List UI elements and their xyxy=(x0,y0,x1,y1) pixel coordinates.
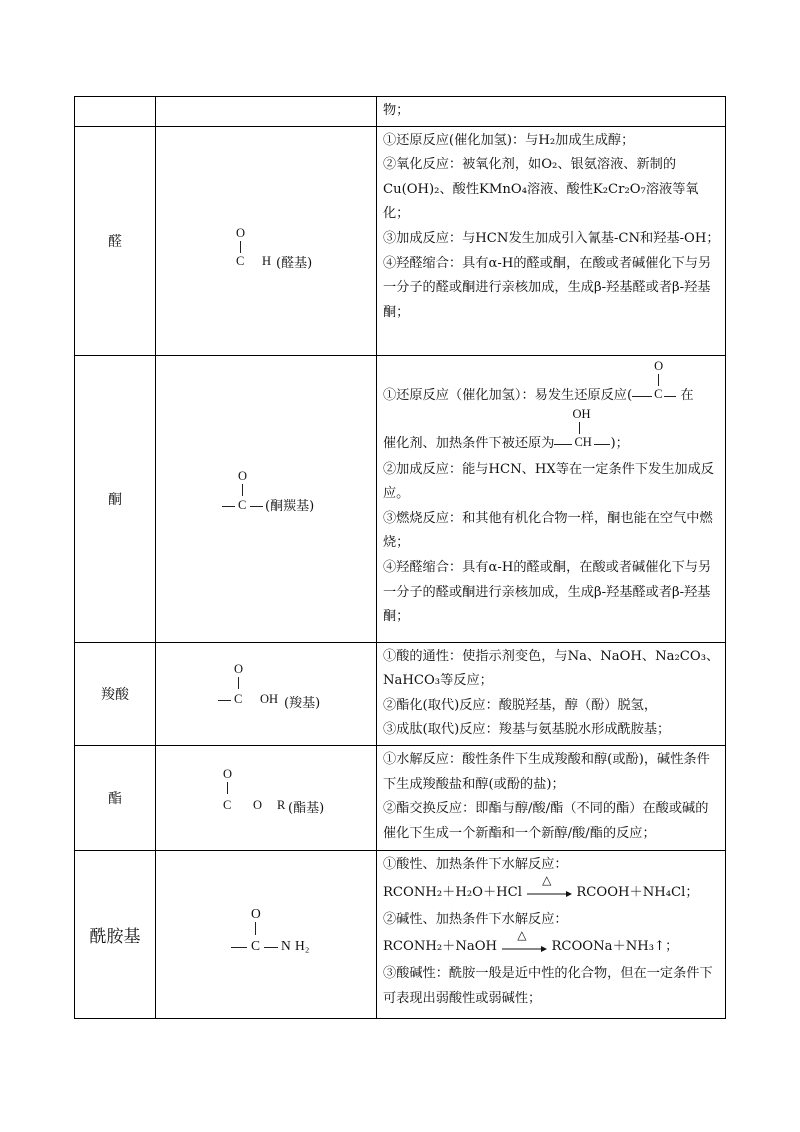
table-row xyxy=(75,745,726,850)
table-row xyxy=(75,97,726,127)
atom-label: N xyxy=(281,937,291,953)
atom-label: O xyxy=(223,766,233,781)
bond-line xyxy=(238,677,239,689)
reaction-line: ①还原反应(催化加氢)：与H₂加成生成醇； xyxy=(383,132,635,148)
structure-cell xyxy=(156,126,377,355)
structure-cell xyxy=(156,745,377,850)
arrow-icon xyxy=(526,883,572,901)
structure-cell xyxy=(156,97,377,127)
structure-label: (酮羰基) xyxy=(265,498,315,514)
reaction-text: 在 xyxy=(680,387,694,403)
bond-line xyxy=(218,700,231,701)
reaction-cell xyxy=(377,126,726,355)
bond-line xyxy=(632,396,652,397)
atom-label: C xyxy=(223,797,232,812)
group-name-cell: 酰胺基 xyxy=(75,850,156,1018)
structure-cell xyxy=(156,850,377,1018)
atom-label: O xyxy=(253,797,263,812)
equation-line xyxy=(383,927,721,962)
atom-label: C xyxy=(654,386,663,401)
reaction-line: ②氧化反应：被氧化剂，如O₂、银氨溶液、新制的Cu(OH)₂、酸性KMnO₄溶液、酸性K₂Cr₂O₇溶液等氧化； xyxy=(383,157,699,222)
bond-line xyxy=(594,444,610,445)
atom-label: CH xyxy=(574,434,592,449)
atom-label: O xyxy=(234,661,244,676)
group-name-cell xyxy=(75,97,156,127)
equation-left: RCONH₂＋H₂O＋HCl xyxy=(383,884,522,900)
group-name-cell: 羧酸 xyxy=(75,642,156,745)
reaction-line: ①水解反应：酸性条件下生成羧酸和醇(或酚)，碱性条件下生成羧酸盐和醇(或酚的盐)； xyxy=(383,751,710,792)
bond-line xyxy=(255,922,256,935)
atom-label: C xyxy=(236,253,245,268)
reaction-text: ①还原反应（催化加氢）：易发生还原反应( xyxy=(383,387,633,403)
bond-line xyxy=(240,241,241,253)
group-name-cell: 酮 xyxy=(75,355,156,642)
bond-line xyxy=(222,506,235,507)
equation-right: RCOONa＋NH₃↑； xyxy=(551,939,679,955)
table-row xyxy=(75,355,726,642)
atom-label: O xyxy=(236,225,246,240)
heat-symbol: △ xyxy=(542,873,552,888)
reaction-line: ③酸碱性：酰胺一般是近中性的化合物，但在一定条件下可表现出弱酸性或弱碱性； xyxy=(383,966,713,1006)
structure-cell xyxy=(156,642,377,745)
inline-alcohol xyxy=(554,406,610,454)
heat-symbol: △ xyxy=(517,927,527,942)
table-row xyxy=(75,126,726,355)
reaction-line: ②酯交换反应：即酯与醇/酸/酯（不同的酯）在酸或碱的催化下生成一个新酯和一个新醇/酸/酯的反应； xyxy=(383,801,709,841)
bond-line xyxy=(579,422,580,434)
ketone-structure xyxy=(222,470,372,520)
table-row xyxy=(75,642,726,745)
reaction-cell xyxy=(377,850,726,1018)
structure-label: (醛基) xyxy=(276,255,313,271)
reaction-line: ③成肽(取代)反应：羧基与氨基脱水形成酰胺基； xyxy=(383,722,671,738)
aldehyde-structure xyxy=(236,227,376,277)
reaction-line: ③燃烧反应：和其他有机化合物一样，酮也能在空气中燃烧； xyxy=(383,510,713,551)
reaction-line: ①酸性、加热条件下水解反应： xyxy=(383,856,568,872)
reaction-line: ①酸的通性：使指示剂变色，与Na、NaOH、Na₂CO₃、NaHCO₃等反应； xyxy=(383,648,720,689)
bond-line xyxy=(264,947,278,948)
atom-label: OH xyxy=(260,691,279,706)
heat-arrow-icon xyxy=(526,873,572,901)
bond-line xyxy=(658,374,659,386)
structure-label: (羧基) xyxy=(284,695,321,711)
atom-label: O xyxy=(238,468,248,483)
atom-label: R xyxy=(277,797,286,812)
atom-label: H₂ xyxy=(295,937,310,953)
atom-label: H xyxy=(262,253,272,268)
reaction-line xyxy=(383,406,721,458)
reaction-line: ④羟醛缩合：具有α-H的醛或酮，在酸或者碱催化下与另一分子的醛或酮进行亲核加成，生成β-羟基醛或者β-羟基酮； xyxy=(383,255,712,320)
reaction-cell xyxy=(377,355,726,642)
reaction-line: 物； xyxy=(383,103,410,118)
group-name-cell: 酯 xyxy=(75,745,156,850)
atom-label: C xyxy=(234,691,243,706)
ester-structure xyxy=(223,768,373,824)
bond-line xyxy=(250,506,263,507)
table-row xyxy=(75,850,726,1018)
reaction-text: )； xyxy=(610,435,629,451)
reaction-line: ②碱性、加热条件下水解反应： xyxy=(383,911,568,927)
inline-carbonyl xyxy=(632,358,676,406)
atom-label: C xyxy=(238,497,247,512)
reaction-cell xyxy=(377,97,726,127)
bond-line xyxy=(227,782,228,794)
atom-label: OH xyxy=(572,406,591,421)
bond-line xyxy=(554,444,572,445)
arrow-icon xyxy=(501,938,547,956)
atom-label: C xyxy=(251,937,261,953)
carboxyl-structure xyxy=(218,663,368,719)
bond-line xyxy=(664,396,676,397)
bond-line xyxy=(242,484,243,496)
structure-label: (酯基) xyxy=(288,800,325,816)
atom-label: O xyxy=(654,358,664,373)
equation-line xyxy=(383,873,721,908)
bond-line xyxy=(231,947,247,948)
reaction-text: 催化剂、加热条件下被还原为 xyxy=(383,435,555,451)
atom-label: O xyxy=(251,905,261,921)
reaction-cell xyxy=(377,642,726,745)
equation-right: RCOOH＋NH₄Cl； xyxy=(576,884,699,900)
reaction-line xyxy=(383,360,721,410)
reaction-cell xyxy=(377,745,726,850)
reaction-line: ③加成反应：与HCN发生加成引入氰基-CN和羟基-OH； xyxy=(383,230,720,246)
functional-group-table xyxy=(74,96,726,1019)
heat-arrow-icon xyxy=(501,927,547,956)
structure-cell xyxy=(156,355,377,642)
reaction-line: ②加成反应：能与HCN、HX等在一定条件下发生加成反应。 xyxy=(383,461,714,502)
reaction-line: ④羟醛缩合：具有α-H的醛或酮，在酸或者碱催化下与另一分子的醛或酮进行亲核加成，生成β-羟基醛或者β-羟基酮； xyxy=(383,559,712,625)
equation-left: RCONH₂＋NaOH xyxy=(383,939,498,955)
reaction-line: ②酯化(取代)反应：酸脱羟基，醇（酚）脱氢， xyxy=(383,697,658,713)
group-name-cell: 醛 xyxy=(75,126,156,355)
amide-structure xyxy=(231,907,381,963)
